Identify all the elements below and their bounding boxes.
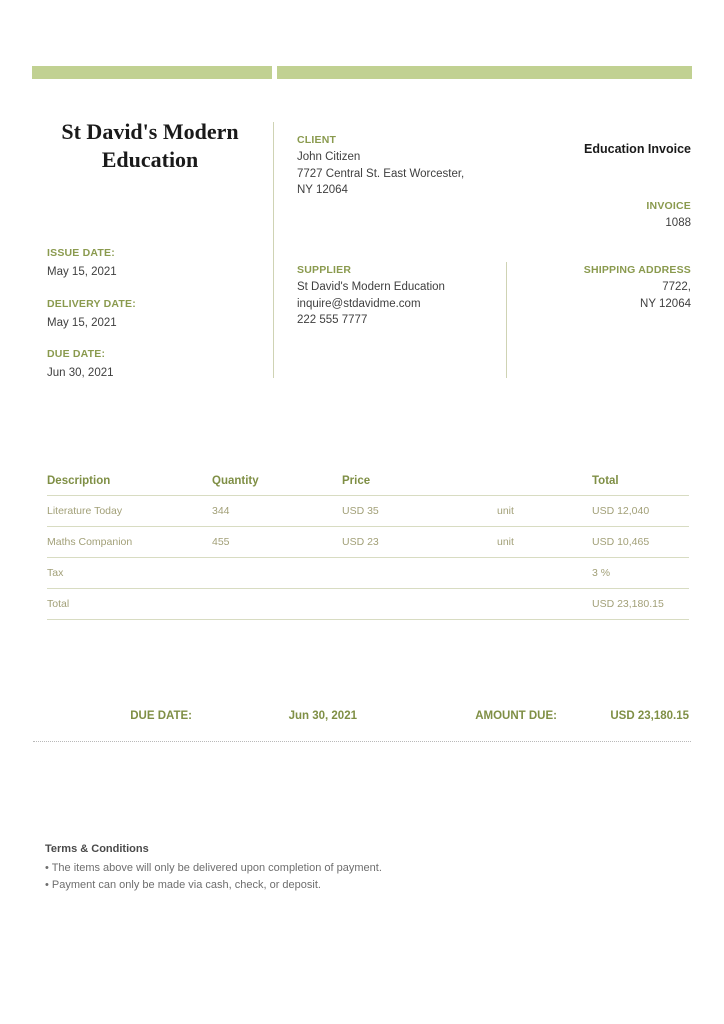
- terms-and-conditions: [45, 843, 505, 894]
- document-type-title: Education Invoice: [584, 142, 691, 156]
- column-divider-left: [273, 122, 274, 378]
- due-date-value: Jun 30, 2021: [47, 367, 114, 379]
- cell-tax-price: [342, 558, 497, 589]
- due-date-item: [47, 348, 247, 382]
- cell-description: Literature Today: [47, 496, 212, 527]
- invoice-number-value: 1088: [665, 217, 691, 229]
- cell-total-price: [342, 589, 497, 620]
- delivery-date-value: May 15, 2021: [47, 316, 117, 329]
- cell-total-amount: USD 23,180.15: [592, 589, 689, 620]
- cell-tax-label: Tax: [47, 558, 212, 589]
- issue-date-label: ISSUE DATE:: [47, 247, 115, 259]
- cell-total-unit: [497, 589, 592, 620]
- summary-due-date-value: Jun 30, 2021: [288, 710, 357, 722]
- table-row: [47, 496, 689, 527]
- client-address-line-2: NY 12064: [297, 184, 348, 196]
- cell-quantity: 455: [212, 527, 342, 558]
- summary-divider: [33, 741, 691, 742]
- column-header-unit: [497, 475, 592, 496]
- dates-column: [47, 247, 247, 399]
- line-items-table: [47, 475, 689, 620]
- cell-unit: unit: [497, 527, 592, 558]
- table-header-row: [47, 475, 689, 496]
- client-label: CLIENT: [297, 134, 337, 146]
- issue-date-item: [47, 247, 247, 281]
- cell-tax-total: 3 %: [592, 558, 689, 589]
- shipping-address-block: [584, 264, 691, 312]
- invoice-number-label: INVOICE: [646, 200, 691, 212]
- cell-price: USD 35: [342, 496, 497, 527]
- header-bar-left: [32, 66, 272, 79]
- cell-price: USD 23: [342, 527, 497, 558]
- shipping-address-line-2: NY 12064: [640, 297, 691, 310]
- column-header-price: Price: [342, 475, 497, 496]
- summary-due-date-label: DUE DATE:: [130, 710, 192, 722]
- supplier-label: SUPPLIER: [297, 264, 352, 276]
- summary-amount-due-label: AMOUNT DUE:: [475, 710, 557, 722]
- header-bar-right: [277, 66, 692, 79]
- company-name: St David's Modern Education: [61, 119, 239, 172]
- cell-tax-quantity: [212, 558, 342, 589]
- cell-quantity: 344: [212, 496, 342, 527]
- column-header-description: Description: [47, 475, 212, 496]
- client-name: John Citizen: [297, 151, 361, 163]
- client-address-line-1: 7727 Central St. East Worcester,: [297, 167, 465, 180]
- column-divider-right: [506, 262, 507, 378]
- cell-total-label: Total: [47, 589, 212, 620]
- summary-amount-due-value: USD 23,180.15: [610, 710, 689, 722]
- cell-total: USD 12,040: [592, 496, 689, 527]
- total-row: [47, 589, 689, 620]
- supplier-block: [297, 264, 497, 329]
- cell-description: Maths Companion: [47, 527, 212, 558]
- invoice-number-block: [646, 200, 691, 232]
- supplier-name: St David's Modern Education: [297, 281, 445, 293]
- cell-total-quantity: [212, 589, 342, 620]
- cell-tax-unit: [497, 558, 592, 589]
- shipping-address-line-1: 7722,: [662, 281, 691, 293]
- terms-line-1: • The items above will only be delivered upon completion of payment.: [45, 862, 382, 874]
- shipping-address-label: SHIPPING ADDRESS: [583, 264, 691, 276]
- terms-line-2: • Payment can only be made via cash, check, or deposit.: [45, 879, 321, 891]
- tax-row: [47, 558, 689, 589]
- column-header-quantity: Quantity: [212, 475, 342, 496]
- delivery-date-label: DELIVERY DATE:: [47, 297, 136, 310]
- client-block: [297, 134, 507, 199]
- cell-total: USD 10,465: [592, 527, 689, 558]
- column-header-total: Total: [592, 475, 689, 496]
- supplier-email: inquire@stdavidme.com: [297, 297, 421, 310]
- delivery-date-item: [47, 298, 247, 332]
- due-date-label: DUE DATE:: [47, 348, 106, 360]
- terms-title: Terms & Conditions: [45, 843, 149, 855]
- cell-unit: unit: [497, 496, 592, 527]
- supplier-phone: 222 555 7777: [297, 314, 368, 326]
- summary-row: [47, 710, 689, 722]
- issue-date-value: May 15, 2021: [47, 266, 117, 278]
- table-row: [47, 527, 689, 558]
